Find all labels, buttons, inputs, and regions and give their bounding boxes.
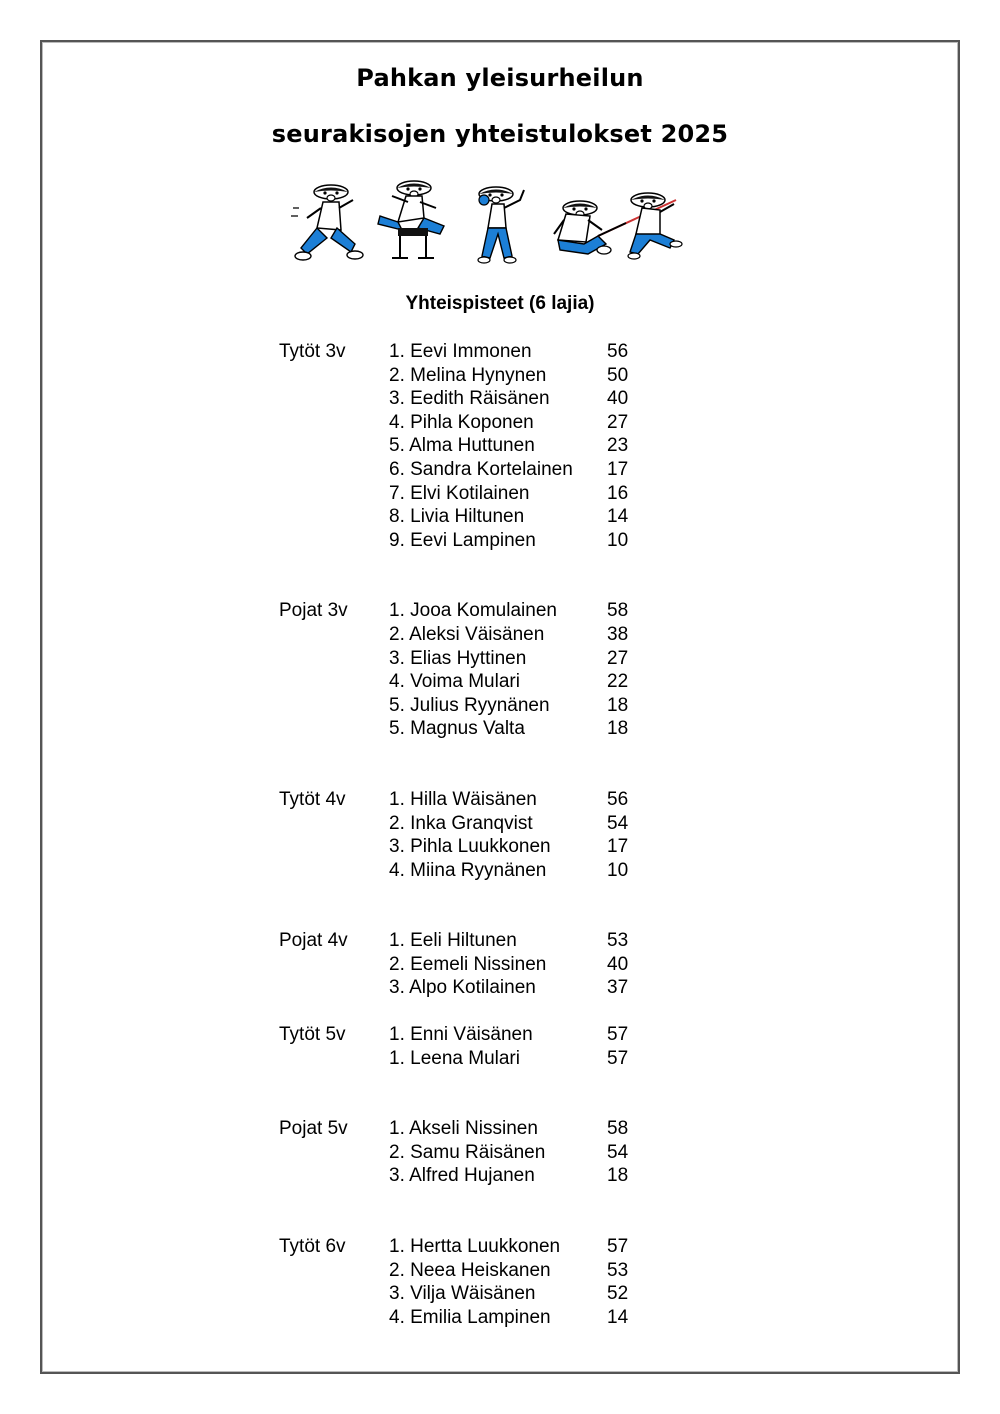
- athlete-name: 3. Vilja Wäisänen: [389, 1283, 536, 1305]
- athlete-points: 14: [607, 506, 629, 528]
- athlete-name: 3. Elias Hyttinen: [389, 647, 527, 669]
- athlete-name: 4. Emilia Lampinen: [389, 1306, 551, 1328]
- athlete-points: 53: [607, 1259, 629, 1281]
- athlete-points: 27: [607, 647, 629, 669]
- athlete-name: 2. Melina Hynynen: [389, 364, 547, 386]
- athlete-points: 58: [607, 600, 629, 622]
- result-group: [279, 1117, 699, 1188]
- athlete-name: 1. Eeli Hiltunen: [389, 930, 517, 952]
- page-title-line-2: seurakisojen yhteistulokset 2025: [271, 120, 729, 148]
- athlete-points: 38: [607, 623, 629, 645]
- athlete-points: 58: [607, 1118, 629, 1140]
- athlete-name: 2. Eemeli Nissinen: [389, 953, 547, 975]
- athlete-name: 1. Leena Mulari: [389, 1047, 520, 1069]
- athlete-name: 5. Magnus Valta: [389, 718, 525, 740]
- athlete-points: 57: [607, 1024, 629, 1046]
- mascot-banner: [286, 178, 706, 270]
- athlete-name: 8. Livia Hiltunen: [389, 506, 525, 528]
- section-heading: Yhteispisteet (6 lajia): [405, 293, 595, 314]
- badger-long-jump-icon: [554, 201, 611, 254]
- athlete-name: 4. Miina Ryynänen: [389, 859, 547, 881]
- group-label: Tytöt 3v: [279, 341, 346, 362]
- athlete-name: 4. Voima Mulari: [389, 671, 520, 693]
- athlete-name: 3. Eedith Räisänen: [389, 388, 550, 410]
- athlete-points: 14: [607, 1306, 629, 1328]
- group-label: Tytöt 4v: [279, 788, 346, 810]
- athlete-points: 10: [607, 529, 629, 551]
- athlete-name: 5. Alma Huttunen: [389, 435, 535, 457]
- athlete-name: 1. Eevi Immonen: [389, 341, 532, 362]
- athlete-points: 54: [607, 1141, 629, 1163]
- athlete-name: 2. Samu Räisänen: [389, 1141, 546, 1163]
- results-list: [279, 340, 699, 1329]
- athlete-name: 2. Neea Heiskanen: [389, 1259, 551, 1281]
- athlete-points: 10: [607, 859, 629, 881]
- athlete-points: 57: [607, 1047, 629, 1069]
- athlete-name: 1. Akseli Nissinen: [389, 1118, 538, 1140]
- athlete-name: 1. Hilla Wäisänen: [389, 788, 537, 810]
- athlete-points: 52: [607, 1283, 629, 1305]
- athlete-points: 18: [607, 718, 629, 740]
- group-label: Pojat 5v: [279, 1118, 348, 1140]
- athlete-points: 18: [607, 1165, 629, 1187]
- athlete-points: 57: [607, 1236, 629, 1258]
- athlete-points: 56: [607, 341, 629, 362]
- badger-hurdling-icon: [378, 181, 444, 258]
- group-label: Tytöt 6v: [279, 1236, 346, 1258]
- athlete-name: 1. Jooa Komulainen: [389, 600, 557, 622]
- result-group: [279, 599, 699, 741]
- athlete-points: 54: [607, 812, 629, 834]
- athlete-points: 27: [607, 411, 629, 433]
- result-group: [279, 788, 699, 882]
- badger-shot-put-icon: [478, 187, 524, 263]
- athlete-points: 50: [607, 364, 629, 386]
- athlete-name: 4. Pihla Koponen: [389, 411, 534, 433]
- athlete-points: 37: [607, 977, 629, 999]
- athlete-points: 56: [607, 788, 629, 810]
- group-label: Tytöt 5v: [279, 1024, 346, 1046]
- athlete-name: 6. Sandra Kortelainen: [389, 458, 573, 480]
- athlete-name: 2. Inka Granqvist: [389, 812, 533, 834]
- page-title-line-1: Pahkan yleisurheilun: [356, 64, 644, 92]
- athlete-name: 5. Julius Ryynänen: [389, 694, 550, 716]
- athlete-name: 3. Pihla Luukkonen: [389, 836, 551, 858]
- result-group: [279, 1235, 699, 1329]
- badger-running-icon: [291, 185, 363, 260]
- result-group: [279, 1023, 699, 1070]
- result-group: [279, 929, 699, 1000]
- athlete-name: 1. Enni Väisänen: [389, 1024, 533, 1046]
- group-label: Pojat 4v: [279, 930, 348, 952]
- athlete-points: 17: [607, 458, 629, 480]
- athlete-name: 2. Aleksi Väisänen: [389, 623, 545, 645]
- athlete-points: 17: [607, 836, 629, 858]
- athlete-name: 3. Alpo Kotilainen: [389, 977, 536, 999]
- athlete-name: 7. Elvi Kotilainen: [389, 482, 530, 504]
- group-label: Pojat 3v: [279, 600, 348, 622]
- athlete-points: 40: [607, 953, 629, 975]
- athlete-points: 53: [607, 930, 629, 952]
- athlete-points: 18: [607, 694, 629, 716]
- athlete-name: 1. Hertta Luukkonen: [389, 1236, 561, 1258]
- athlete-points: 16: [607, 482, 629, 504]
- result-group: [279, 340, 699, 552]
- athlete-points: 22: [607, 671, 629, 693]
- athlete-points: 40: [607, 388, 629, 410]
- athlete-name: 9. Eevi Lampinen: [389, 529, 536, 551]
- athlete-points: 23: [607, 435, 629, 457]
- athlete-name: 3. Alfred Hujanen: [389, 1165, 535, 1187]
